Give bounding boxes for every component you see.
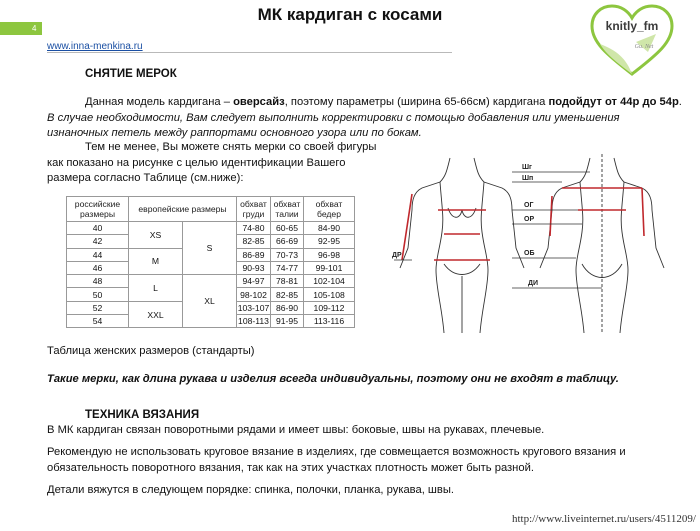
paragraph-oversize: Данная модель кардигана – оверсайз, поэтому параметры (ширина 65-66см) кардигана подойдут от 44р до 54р. В случае необходимости, Вам следует выполнить корректировки с помощью добавления или уменьшения изнаночных петель между раппортами основного узора или по бокам. (47, 96, 682, 139)
table-row: 40 XS S 74-80 60-65 84-90 (67, 222, 355, 235)
label-neck: Шг (522, 164, 532, 171)
table-row: 42 82-85 66-69 92-95 (67, 235, 355, 248)
divider (47, 52, 452, 53)
section-heading-technique: ТЕХНИКА ВЯЗАНИЯ (85, 409, 200, 421)
note: Такие мерки, как длина рукава и изделия всегда индивидуальны, поэтому они не входят в таблицу. (47, 373, 619, 385)
table-row: 48 L XL 94-97 78-81 102-104 (67, 275, 355, 288)
paragraph-instructions: Тем не менее, Вы можете снять мерки со своей фигуры как показано на рисунке с целью идентификации Вашего размера согласно Таблице (см.ниже): (47, 141, 377, 184)
table-row: 46 90-93 74-77 99-101 (67, 261, 355, 274)
brand-logo (586, 2, 678, 80)
size-table (66, 196, 355, 328)
page-title: МК кардиган с косами (257, 5, 443, 24)
table-row: 54 108-113 91-95 113-116 (67, 315, 355, 328)
label-sleeve-length: ДР (392, 252, 402, 259)
label-hips: ОБ (524, 250, 535, 257)
body-measurement-figure (392, 148, 672, 338)
table-row: 44 M 86-89 70-73 96-98 (67, 248, 355, 261)
heart-icon (592, 6, 672, 74)
header-eu: европейские размеры (129, 197, 237, 222)
site-link[interactable]: www.inna-menkina.ru (47, 41, 143, 52)
svg-text:Gu. Net: Gu. Net (634, 44, 654, 50)
table-caption: Таблица женских размеров (стандарты) (47, 345, 255, 357)
header-ru: российские размеры (67, 197, 129, 222)
header-hips: обхват бедер (304, 197, 355, 222)
technique-p1: В МК кардиган связан поворотными рядами и имеет швы: боковые, швы на рукавах, плечевые. (47, 424, 545, 436)
header-chest: обхват груди (237, 197, 271, 222)
svg-text:knitly_fm: knitly_fm (605, 19, 659, 33)
label-chest: ОГ (524, 202, 534, 209)
header-waist: обхват талии (271, 197, 304, 222)
footer-url[interactable]: http://www.liveinternet.ru/users/4511209/ (511, 513, 696, 525)
table-row: 50 98-102 82-85 105-108 (67, 288, 355, 301)
label-arm: ОР (524, 216, 535, 223)
table-row: 52 XXL 103-107 86-90 109-112 (67, 301, 355, 314)
label-shoulder: Шп (522, 175, 534, 182)
section-heading-measurements: СНЯТИЕ МЕРОК (85, 68, 177, 80)
body-diagram (392, 148, 672, 338)
technique-p3: Детали вяжутся в следующем порядке: спинка, полочки, планка, рукава, швы. (47, 484, 455, 496)
technique-p2: Рекомендую не использовать круговое вязание в изделиях, где совмещается возможность кругового вязания и обязательность поворотного вязания, так как на этих участках плотность может быть разной. (47, 446, 626, 474)
label-length: ДИ (528, 280, 539, 287)
page-number: 4 (0, 22, 42, 35)
